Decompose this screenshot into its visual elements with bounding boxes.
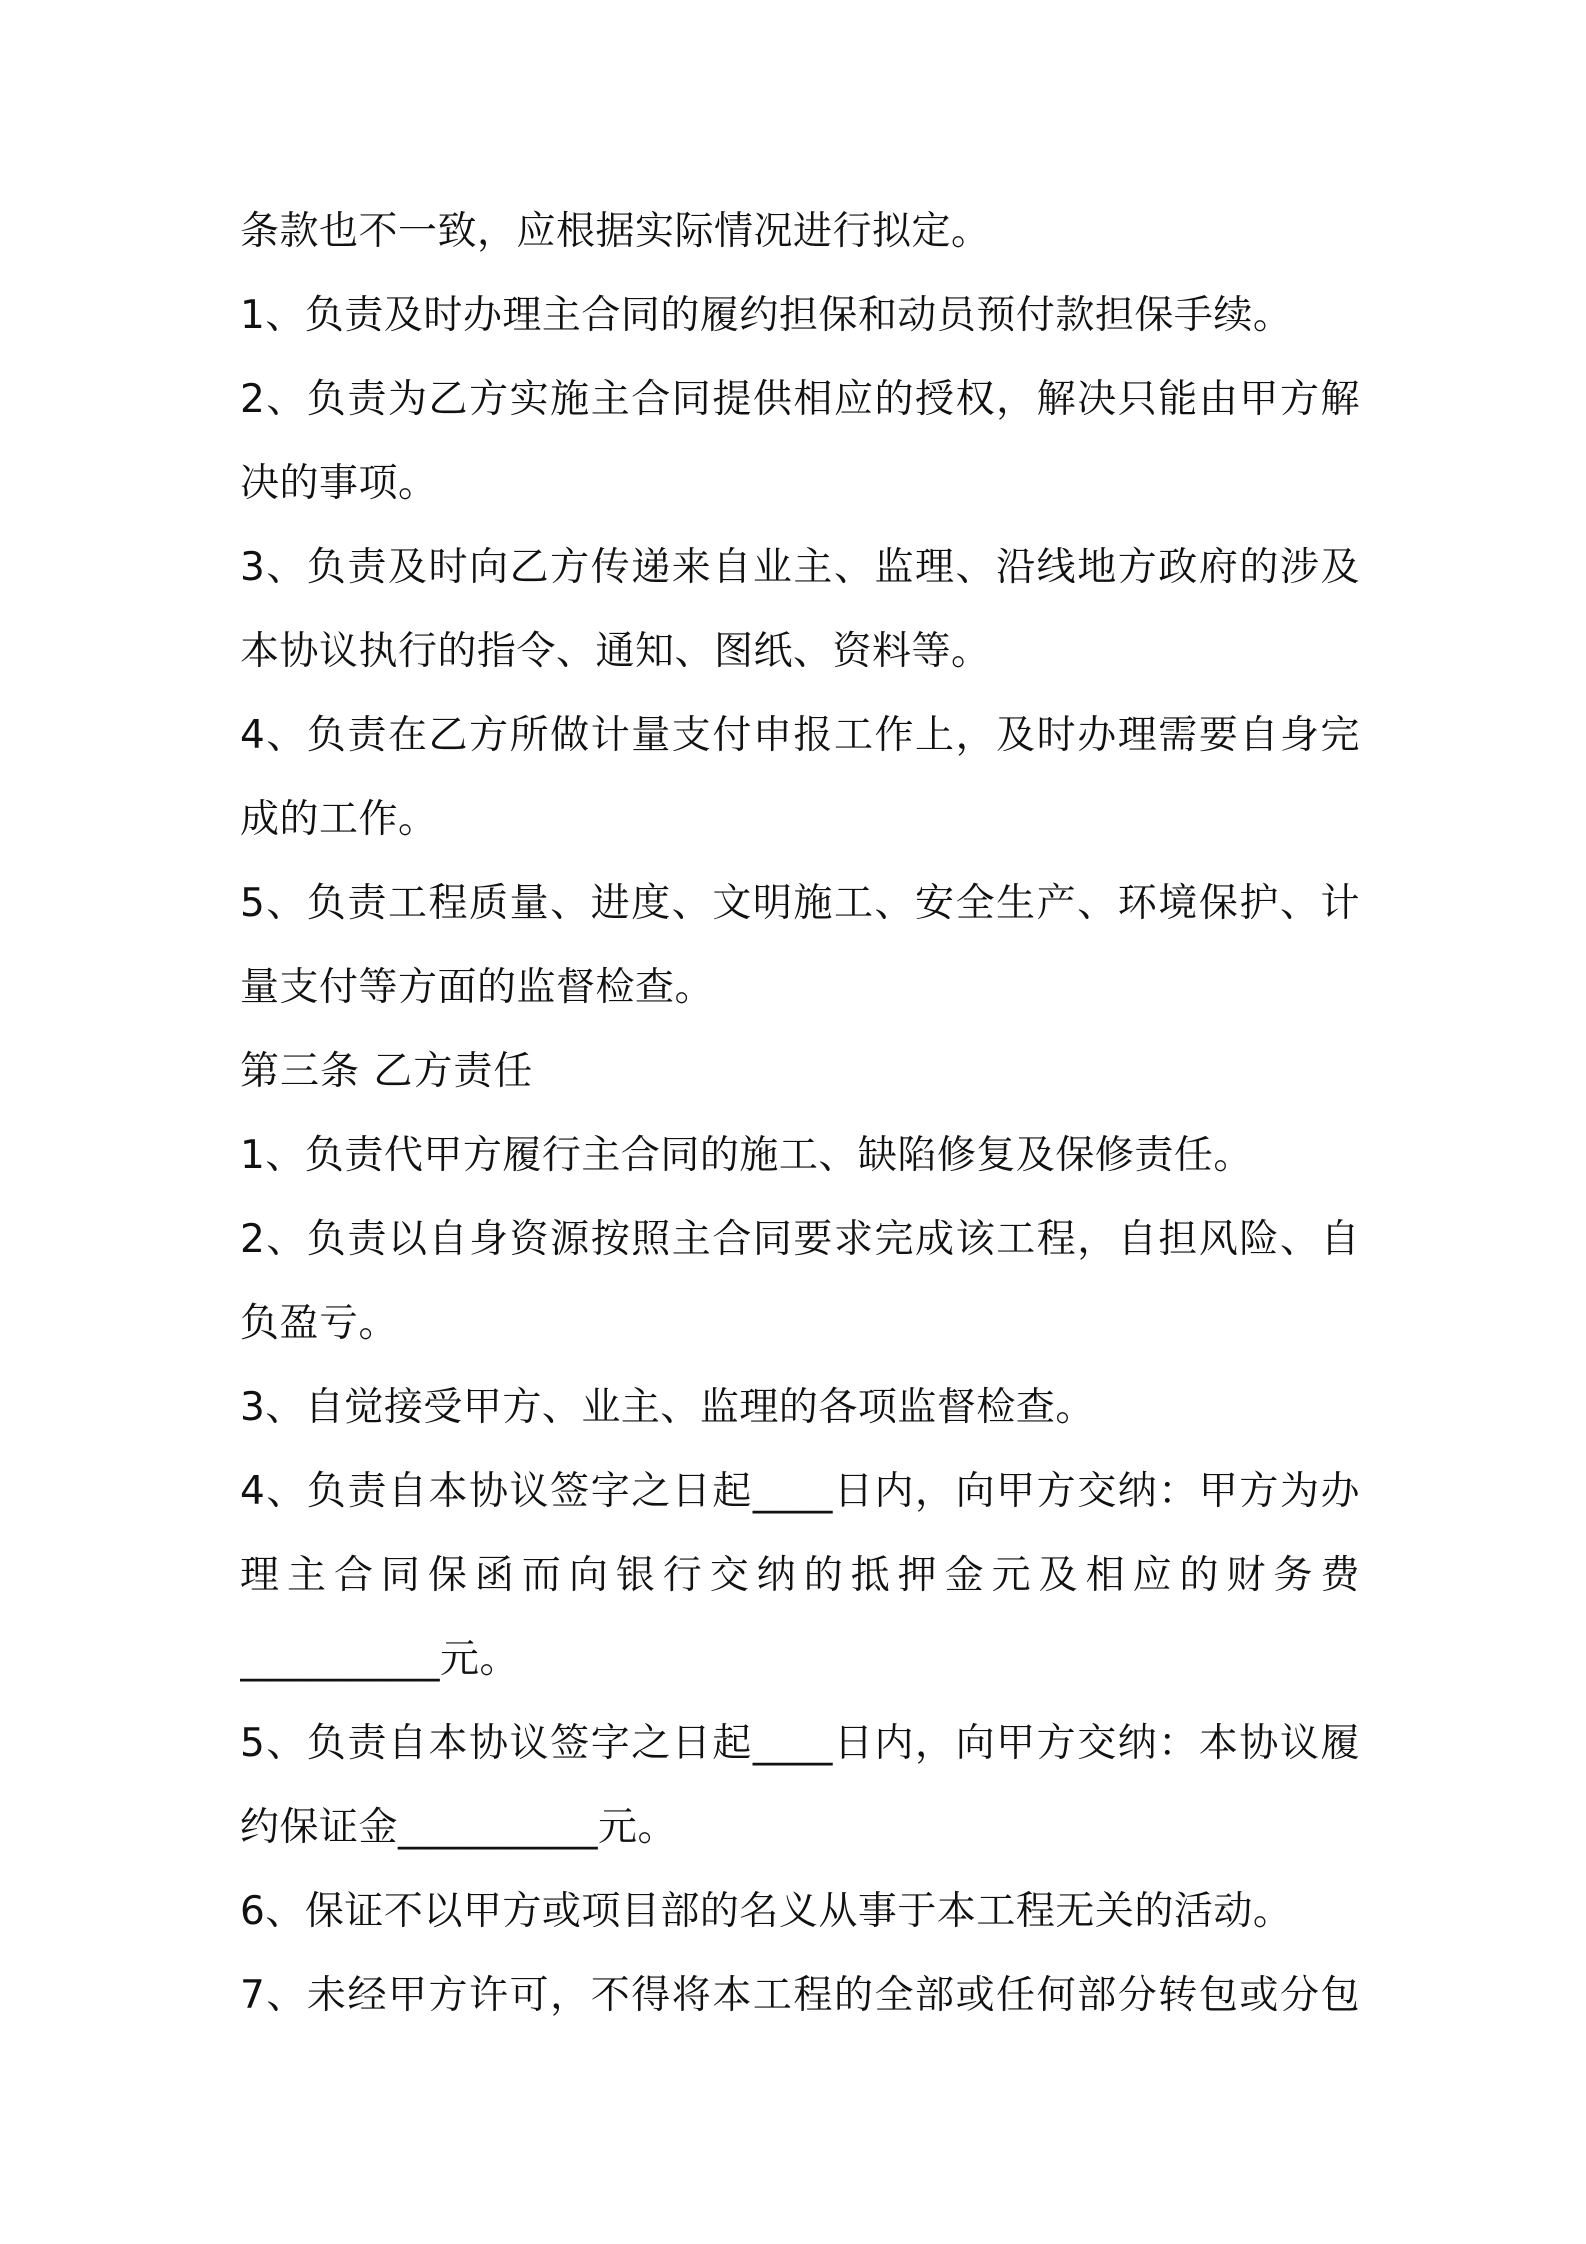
text-line: 本协议执行的指令、通知、图纸、资料等。 (240, 629, 991, 674)
text-line: 2、负责为乙方实施主合同提供相应的授权，解决只能由甲方解 (240, 377, 1360, 422)
section-heading: 第三条 乙方责任 (240, 1049, 534, 1094)
text-line: 条款也不一致，应根据实际情况进行拟定。 (240, 209, 991, 254)
text-line: 成的工作。 (240, 797, 438, 842)
text-line: __________元。 (240, 1637, 520, 1682)
text-line: 决的事项。 (240, 461, 438, 506)
text-line: 6、保证不以甲方或项目部的名义从事于本工程无关的活动。 (240, 1889, 1293, 1934)
text-line: 7、未经甲方许可，不得将本工程的全部或任何部分转包或分包 (240, 1973, 1360, 2018)
text-line: 3、自觉接受甲方、业主、监理的各项监督检查。 (240, 1385, 1095, 1430)
text-line: 4、负责自本协议签字之日起____日内，向甲方交纳：甲方为办 (240, 1469, 1360, 1514)
text-line: 3、负责及时向乙方传递来自业主、监理、沿线地方政府的涉及 (240, 545, 1360, 590)
contract-text (240, 190, 1360, 2038)
text-line: 5、负责自本协议签字之日起____日内，向甲方交纳：本协议履 (240, 1721, 1360, 1766)
text-line: 约保证金__________元。 (240, 1805, 678, 1850)
text-line: 4、负责在乙方所做计量支付申报工作上，及时办理需要自身完 (240, 713, 1360, 758)
text-line: 2、负责以自身资源按照主合同要求完成该工程，自担风险、自 (240, 1217, 1360, 1262)
text-line: 1、负责代甲方履行主合同的施工、缺陷修复及保修责任。 (240, 1133, 1253, 1178)
text-line: 理主合同保函而向银行交纳的抵押金元及相应的财务费 (240, 1553, 1360, 1598)
text-line: 负盈亏。 (240, 1301, 399, 1346)
text-line: 量支付等方面的监督检查。 (240, 965, 715, 1010)
text-line: 5、负责工程质量、进度、文明施工、安全生产、环境保护、计 (240, 881, 1360, 926)
text-line: 1、负责及时办理主合同的履约担保和动员预付款担保手续。 (240, 293, 1293, 338)
